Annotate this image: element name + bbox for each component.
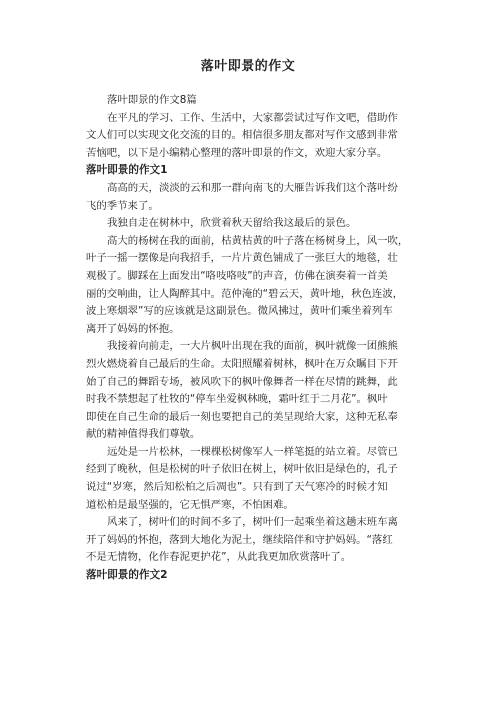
text-line: 我独自走在树林中，欣赏着秋天留给我这最后的景色。 [107, 217, 357, 230]
intro-paragraph [86, 110, 410, 163]
page-title: 落叶即景的作文 [200, 59, 296, 74]
paragraph [86, 180, 410, 215]
text-line: 观极了。脚踩在上面发出“咯吱咯吱”的声音，仿佛在演奏着一首美 [86, 269, 388, 282]
paragraph [86, 514, 410, 567]
text-line: 不是无情物，化作春泥更护花”，从此我更加欣赏落叶了。 [86, 551, 352, 564]
text-line: 在平凡的学习、工作、生活中，大家都尝试过写作文吧，借助作 [107, 111, 398, 124]
text-line: 烈火燃烧着自己最后的生命。太阳照耀着树林，枫叶在万众瞩目下开 [86, 357, 398, 370]
text-line: 离开了妈妈的怀抱。 [86, 322, 180, 335]
text-line: 高大的杨树在我的面前，枯黄枯黄的叶子落在杨树身上，风一吹， [107, 234, 409, 247]
text-line: 远处是一片松林，一棵棵松树像军人一样笔挺的站立着。尽管已 [107, 445, 398, 458]
section-heading-2: 落叶即景的作文2 [86, 569, 168, 582]
intro-subtitle: 落叶即景的作文8篇 [107, 94, 197, 106]
text-line: 风来了，树叶们的时间不多了，树叶们一起乘坐着这趟末班车离 [107, 516, 398, 529]
section-heading-1: 落叶即景的作文1 [86, 164, 168, 177]
text-line: 献的精神值得我们尊敬。 [86, 428, 201, 441]
text-line: 高高的天，淡淡的云和那一群向南飞的大雁告诉我们这个落叶纷 [107, 181, 398, 194]
paragraph [86, 444, 410, 514]
text-line: 时我不禁想起了杜牧的“停车坐爱枫林晚，霜叶红于二月花”。枫叶 [86, 393, 388, 406]
paragraph [86, 338, 410, 444]
text-line: 丽的交响曲，让人陶醉其中。范仲淹的“碧云天，黄叶地，秋色连波， [86, 287, 404, 300]
text-line: 道松柏是最坚强的，它无惧严寒，不怕困难。 [86, 498, 294, 511]
text-line: 飞的季节来了。 [86, 199, 159, 212]
text-line: 开了妈妈的怀抱，落到大地化为泥土，继续陪伴和守护妈妈。“落红 [86, 533, 393, 546]
text-line: 叶子一摇一摆像是向我招手，一片片黄色铺成了一张巨大的地毯，壮 [86, 252, 398, 265]
text-line: 苦恼吧，以下是小编精心整理的落叶即景的作文，欢迎大家分享。 [86, 146, 388, 159]
paragraph [86, 215, 410, 233]
text-line: 经到了晚秋，但是松树的叶子依旧在树上，树叶依旧是绿色的，孔子 [86, 463, 398, 476]
text-line: 始了自己的舞蹈专场，被风吹下的枫叶像舞者一样在尽情的跳舞，此 [86, 375, 398, 388]
text-line: 波上寒烟翠”写的应该就是这副景色。微风拂过，黄叶们乘坐着列车 [86, 305, 393, 318]
text-line: 说过“岁寒，然后知松柏之后凋也”。只有到了天气寒冷的时候才知 [86, 481, 388, 494]
text-line: 我接着向前走，一大片枫叶出现在我的面前，枫叶就像一团熊熊 [107, 340, 398, 353]
text-line: 即使在自己生命的最后一刻也要把自己的美呈现给大家，这种无私奉 [86, 410, 398, 423]
paragraph [86, 233, 410, 339]
text-line: 文人们可以实现文化交流的目的。相信很多朋友都对写作文感到非常 [86, 129, 398, 142]
